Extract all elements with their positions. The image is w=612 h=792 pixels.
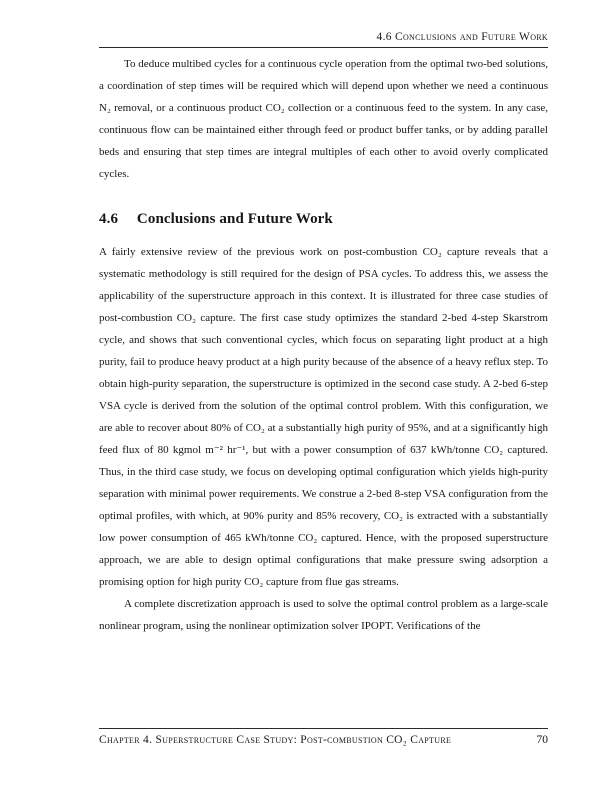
section-number: 4.6 (99, 211, 119, 227)
page-number: 70 (536, 734, 548, 746)
section-heading (99, 210, 548, 228)
paragraph-multibed-cycles: To deduce multibed cycles for a continuous cycle operation from the optimal two-bed solutions, a coordination of step times will be required which will depend upon whether we need a continuous N₂ removal, or a continuous product CO₂ collection or a continuous feed to the system. In any case, continuous flow can be maintained either through feed or product buffer tanks, or by adding parallel beds and ensuring that step times are integral multiples of each other to avoid overly complicated cycles. (99, 58, 548, 180)
page-body (99, 53, 548, 721)
running-header (99, 30, 548, 48)
running-footer (99, 728, 548, 747)
running-header-title: 4.6 Conclusions and Future Work (376, 31, 548, 43)
paragraph-conclusions: A fairly extensive review of the previous work on post-combustion CO₂ capture reveals that a systematic methodology is still required for the design of PSA cycles. To address this, we assess the applicability of the superstructure approach in this context. It is illustrated for three case studies of post-combustion CO₂ capture. The first case study optimizes the standard 2-bed 4-step Skarstrom cycle, and shows that such conventional cycles, which focus on separating light product at a high purity, fail to produce heavy product at a high purity because of the absence of a heavy reflux step. To obtain high-purity separation, the superstructure is optimized in the second case study. A 2-bed 6-step VSA cycle is derived from the solution of the optimal control problem. With this configuration, we are able to recover about 80% of CO₂ at a substantially high purity of 95%, and at a significantly high feed flux of 80 kgmol m⁻² hr⁻¹, but with a power consumption of 637 kWh/tonne CO₂ captured. Thus, in the third case study, we focus on developing optimal configuration which yields high-purity separation with minimal power requirements. We construe a 2-bed 8-step VSA configuration from the optimal profiles, with which, at 90% purity and 85% recovery, CO₂ is extracted with a substantially low power consumption of 465 kWh/tonne CO₂ captured. Hence, with the proposed superstructure approach, we are able to design optimal configurations that make pressure swing adsorption a promising option for high purity CO₂ capture from flue gas streams. (99, 246, 548, 588)
paragraph-discretization: A complete discretization approach is used to solve the optimal control problem as a large-scale nonlinear program, using the nonlinear optimization solver IPOPT. Verifications of the (99, 598, 548, 632)
section-title: Conclusions and Future Work (136, 211, 333, 227)
footer-chapter-title: Chapter 4. Superstructure Case Study: Post-combustion CO₂ Capture (99, 734, 452, 746)
